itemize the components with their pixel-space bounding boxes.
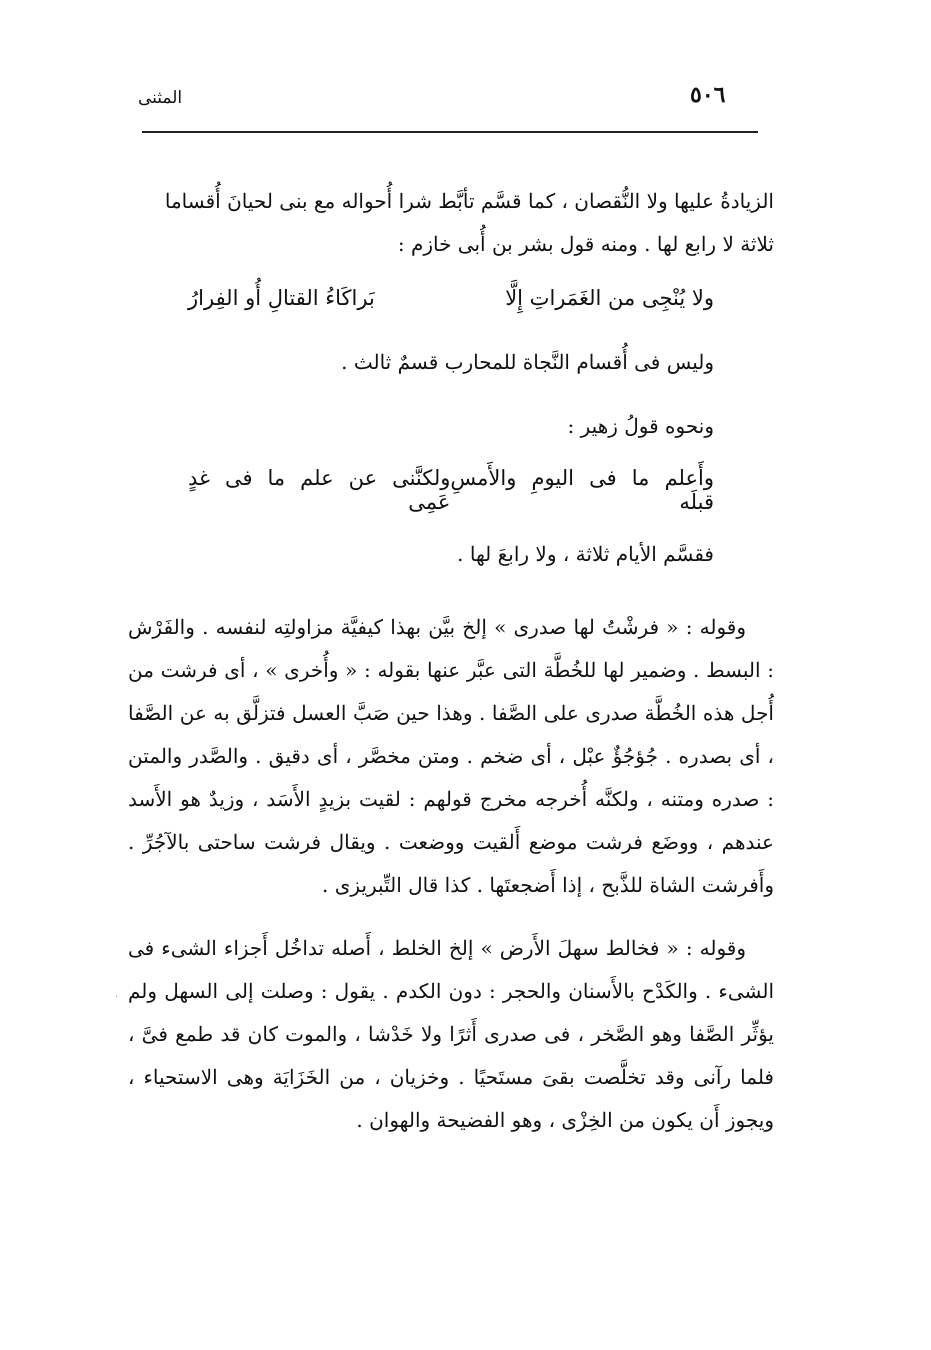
after-verse-2: فقسَّم الأيام ثلاثة ، ولا رابعَ لها . <box>457 542 714 566</box>
verse-zuhair-first-hemistich: وأَعلم ما فى اليومِ والأَمسِ قبلَه <box>450 466 714 514</box>
after-verse-1: وليس فى أُقسام النَّجاة للمحارب قسمٌ ثالث . <box>341 350 714 374</box>
page-body <box>128 180 774 1142</box>
verse-bashar-first-hemistich: ولا يُنْجِى من الغَمَراتِ إِلَّا <box>505 286 714 310</box>
verse-bashar <box>128 266 774 330</box>
opening-line-1: الزيادةُ عليها ولا النُّقصان ، كما قسَّم تأبَّط شرا أُحواله مع بنى لحيانَ أُقساما <box>164 189 774 213</box>
page-number: ٥٠٦ <box>690 82 726 108</box>
commentary-paragraph-2: وقوله : « فخالط سهلَ الأَرض » إلخ الخلط ، أَصله تداخُل أَجزاء الشىء فى الشىء . والكَدْح بالأَسنان والحجر : دون الكدم . يقول : وصلت إلى السهل ولم يؤثِّر الصَّفا وهو الصَّخر ، فى صدرى أَثرًا ولا خَدْشا ، والموت كان قد طمع فىَّ ، فلما رآنى وقد تخلَّصت بقىَ مستَحيًا . وخزيان ، من الخَزَايَة وهى الاستحياء ، ويجوز أَن يكون من الخِزْى ، وهو الفضيحة والهوان . <box>128 936 774 1132</box>
verse-zuhair-second-hemistich: ولكنَّنى عن علم ما فى غدٍ عَمِى <box>188 466 451 514</box>
opening-line-2: ثلاثة لا رابع لها . ومنه قول بشر بن أُبى خازم : <box>397 232 774 256</box>
verse-bashar-second-hemistich: بَراكَاءُ القتالِ أُو الفِرارُ <box>188 286 375 310</box>
margin-mark: · <box>115 992 119 1003</box>
commentary-paragraph-1: وقوله : « فرشْتُ لها صدرى » إلخ بيَّن بهذا كيفيَّة مزاولتِه لنفسه . والفَرْش : البسط . وضمير لها للخُطَّة التى عبَّر عنها بقوله : « وأُخرى » ، أى فرشت من أُجل هذه الخُطَّة صدرى على الصَّفا . وهذا حين صَبَّ العسل فتزلَّق به عن الصَّفا ، أى بصدره . جُؤجُؤٌ عبْل ، أى ضخم . ومتن مخصَّر ، أى دقيق . والصَّدر والمتن : صدره ومتنه ، ولكنَّه أُخرجه مخرج قولهم : لقيت بزيدٍ الأَسَد ، وزيدٌ هو الأَسد عندهم ، ووضَع فرشت موضع أَلقيت ووضعت . ويقال فرشت ساحتى بالآجُرِّ . وأَفرشت الشاة للذَّبح ، إذا أَضجعتَها . كذا قال التِّبريزى . <box>128 615 774 897</box>
header-rule <box>142 131 758 133</box>
running-head: المثنى <box>138 88 183 108</box>
intro-verse-2: ونحوه قولُ زهير : <box>567 414 714 438</box>
verse-zuhair <box>128 458 774 522</box>
